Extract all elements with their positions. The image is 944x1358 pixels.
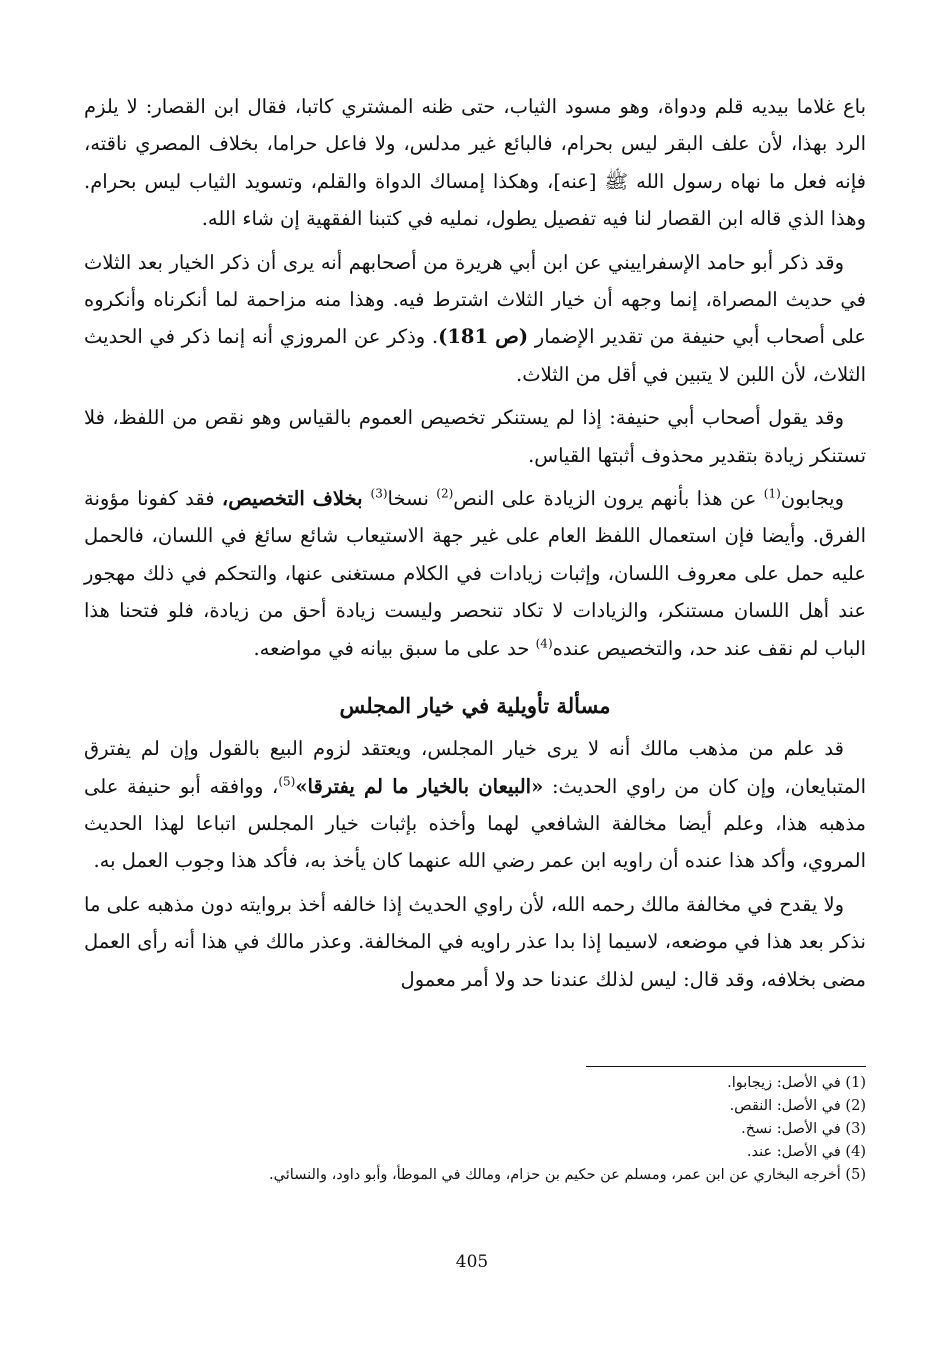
- footnote-2: (2) في الأصل: النقص.: [729, 1098, 866, 1114]
- page-body: [84, 88, 866, 1004]
- paragraph-2-text-a: وقد ذكر أبو حامد الإسفراييني عن ابن أبي هريرة من أصحابهم أنه يرى أن ذكر الخيار بعد الثلاث في حديث المصراة، إنما وجهه أن خيار الثلاث اشترط فيه. وهذا منه مزاحمة لما أنكرناه وأنكروه على أصحاب أبي حنيفة من تقدير الإضمار: [84, 250, 866, 349]
- paragraph-6: [84, 886, 866, 998]
- paragraph-5-text-b: ، ووافقه أبو حنيفة على مذهبه هذا، وعلم أيضا مخالفة الشافعي لهما وأخذه بإثبات خيار المجلس اتباعا لهذا الحديث المروي، وأكد هذا عنده أن راويه ابن عمر رضي الله عنهما كان يأخذ به، فأكد هذا وجوب العمل به.: [84, 774, 866, 873]
- paragraph-5: [84, 730, 866, 880]
- footnote-marker-4: (4): [535, 636, 553, 651]
- paragraph-4: [84, 480, 866, 667]
- footnote-marker-1: (1): [763, 486, 781, 501]
- page-reference: (ص 181): [438, 325, 529, 349]
- paragraph-4-text-e: حد على ما سبق بيانه في مواضعه.: [253, 636, 536, 660]
- footnote-marker-3: (3): [370, 486, 388, 501]
- paragraph-2: [84, 244, 866, 394]
- footnote-marker-2: (2): [436, 486, 454, 501]
- footnote-5: (5) أخرجه البخاري عن ابن عمر، ومسلم عن حكيم بن حزام، ومالك في الموطأ، وأبو داود، والنسائي.: [269, 1167, 866, 1183]
- footnote-1: (1) في الأصل: زيجابوا.: [727, 1075, 866, 1091]
- paragraph-1: [84, 88, 866, 238]
- paragraph-4-bold: بخلاف التخصيص،: [221, 487, 371, 511]
- footnote-marker-5: (5): [278, 774, 296, 788]
- page-number: 405: [455, 1252, 489, 1272]
- section-heading: مسألة تأويلية في خيار المجلس: [339, 693, 611, 719]
- paragraph-1-text: باع غلاما بيديه قلم ودواة، وهو مسود الثياب، حتى ظنه المشتري كاتبا، فقال ابن القصار: لا يلزم الرد بهذا، لأن علف البقر ليس بحرام، فالبائع غير مدلس، ولا فاعل حراما، بخلاف المصري ناقته، فإنه فعل ما نهاه رسول الله ﷺ [عنه]، وهكذا إمساك الدواة والقلم، وتسويد الثياب ليس بحرام. وهذا الذي قاله ابن القصار لنا فيه تفصيل يطول، نمليه في كتبنا الفقهية إن شاء الله.: [84, 95, 866, 231]
- paragraph-4-text-b: عن هذا بأنهم يرون الزيادة على النص: [453, 487, 764, 511]
- paragraph-4-text-a: ويجابون: [780, 487, 844, 511]
- footnote-3: (3) في الأصل: نسخ.: [741, 1121, 866, 1137]
- paragraph-3-text: وقد يقول أصحاب أبي حنيفة: إذا لم يستنكر تخصيص العموم بالقياس وهو نقص من اللفظ، فلا تستنكر زيادة بتقدير محذوف أثبتها القياس.: [84, 406, 866, 467]
- footnote-4: (4) في الأصل: عند.: [746, 1144, 866, 1160]
- paragraph-2-text-b: . وذكر عن المروزي أنه إنما ذكر في الحديث الثلاث، لأن اللبن لا يتبين في أقل من الثلاث.: [84, 325, 866, 386]
- paragraph-4-text-d: فقد كفونا مؤونة الفرق. وأيضا فإن استعمال اللفظ العام على غير جهة الاستيعاب شائع سائغ في اللسان، فالحمل عليه حمل على معروف اللسان، وإثبات زيادات في الكلام مستغنى عنها، والتحكم في ذلك مهجور عند أهل اللسان مستنكر، والزيادات لا تكاد تنحصر وليست زيادة أحق من زيادة، فلو فتحنا هذا الباب لم نقف عند حد، والتخصيص عنده: [84, 487, 866, 660]
- paragraph-4-text-c: نسخا: [387, 487, 437, 511]
- paragraph-3: [84, 399, 866, 474]
- paragraph-5-text-a: قد علم من مذهب مالك أنه لا يرى خيار المجلس، ويعتقد لزوم البيع بالقول وإن لم يفترق المتبايعان، وإن كان من راوي الحديث:: [84, 737, 866, 798]
- footnote-divider: [586, 1066, 866, 1067]
- paragraph-6-text: ولا يقدح في مخالفة مالك رحمه الله، لأن راوي الحديث إذا خالفه أخذ بروايته دون مذهبه على ما نذكر بعد هذا في موضعه، لاسيما إذا بدا عذر راويه في المخالفة. وعذر مالك في هذا أنه رأى العمل مضى بخلافه، وقد قال: ليس لذلك عندنا حد ولا أمر معمول: [84, 892, 866, 991]
- footnotes: [84, 1072, 866, 1187]
- hadith-quote: «البيعان بالخيار ما لم يفترقا»: [295, 774, 544, 798]
